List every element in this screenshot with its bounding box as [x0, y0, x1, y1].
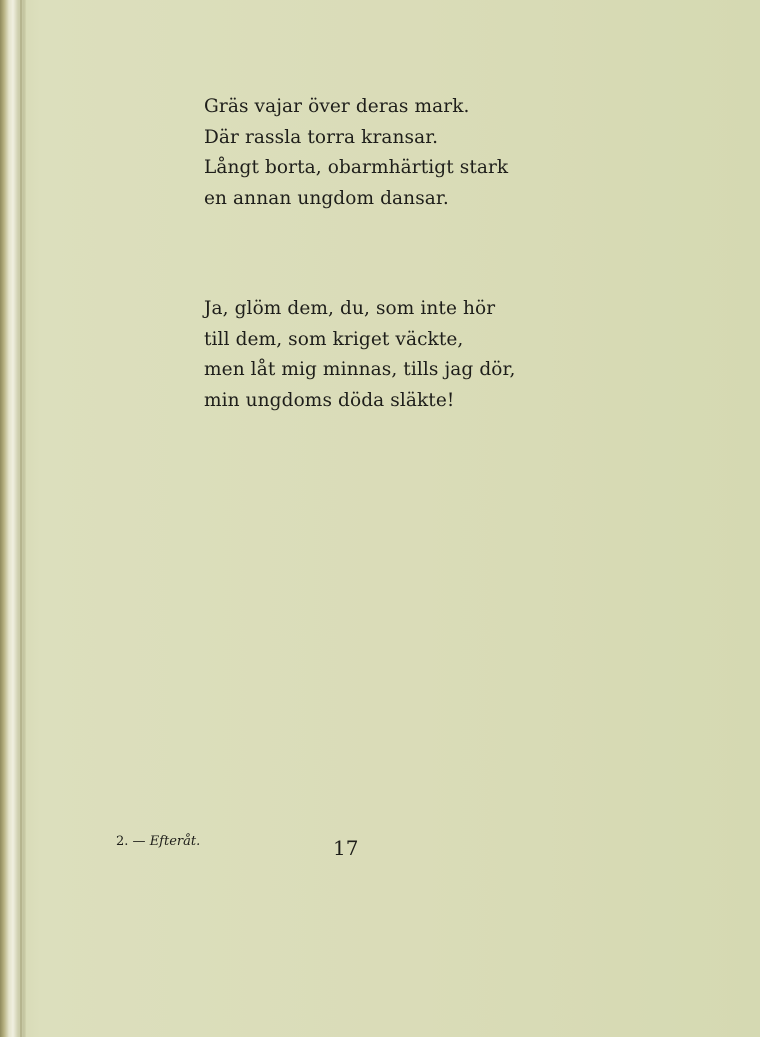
signature-number: 2. — — [116, 834, 146, 849]
poem-line: Långt borta, obarmhärtigt stark — [204, 157, 509, 178]
signature-title: Efteråt. — [149, 834, 201, 849]
poem-line: Gräs vajar över deras mark. — [204, 96, 470, 117]
page-number: 17 — [333, 836, 359, 860]
poem-line: men låt mig minnas, tills jag dör, — [204, 359, 516, 380]
book-spine — [0, 0, 26, 1037]
gutter-line — [20, 0, 22, 1037]
poem-line: en annan ungdom dansar. — [204, 187, 449, 209]
poem-line: min ungdoms döda släkte! — [204, 389, 455, 411]
poem-line: Där rassla torra kransar. — [204, 126, 439, 148]
signature-mark — [116, 834, 200, 849]
poem-line: till dem, som kriget väckte, — [204, 328, 464, 350]
poem-line: Ja, glöm dem, du, som inte hör — [204, 298, 496, 319]
stanza-2 — [204, 294, 534, 416]
stanza-1 — [204, 92, 534, 214]
